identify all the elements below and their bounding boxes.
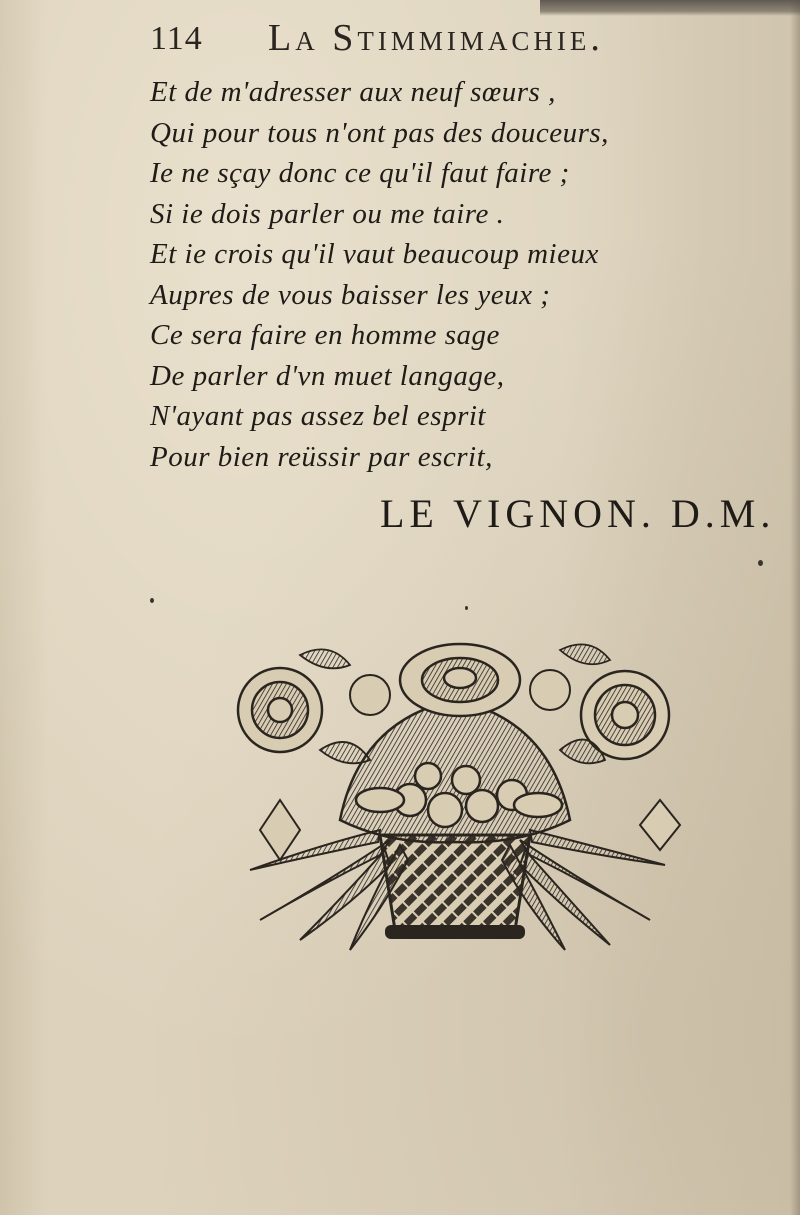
ink-speck [758, 560, 763, 566]
poem-line: N'ayant pas assez bel esprit [150, 400, 486, 432]
poem-line: Ce sera faire en homme sage [150, 319, 500, 351]
poem-line: Ie ne sçay donc ce qu'il faut faire ; [150, 157, 570, 189]
poem-line: Et ie crois qu'il vaut beaucoup mieux [150, 238, 599, 270]
poem-line: Aupres de vous baisser les yeux ; [150, 278, 551, 311]
ink-speck [150, 598, 154, 603]
page-right-shadow [790, 0, 800, 1215]
running-head: La Stimmimachie. [268, 17, 604, 59]
page-number: 114 [150, 20, 203, 57]
poem-stanza [150, 72, 710, 477]
page-header [150, 12, 690, 62]
author-signature: LE VIGNON. D.M. [380, 491, 776, 536]
poem-line: Si ie dois parler ou me taire . [150, 197, 505, 230]
poem-line: De parler d'vn muet langage, [150, 359, 505, 392]
poem-line: Et de m'adresser aux neuf sœurs , [150, 76, 556, 108]
ink-speck [465, 606, 468, 610]
poem-line: Pour bien reüssir par escrit, [150, 440, 493, 473]
poem-line: Qui pour tous n'ont pas des douceurs, [150, 116, 609, 149]
flower-basket-woodcut-icon [220, 630, 690, 960]
